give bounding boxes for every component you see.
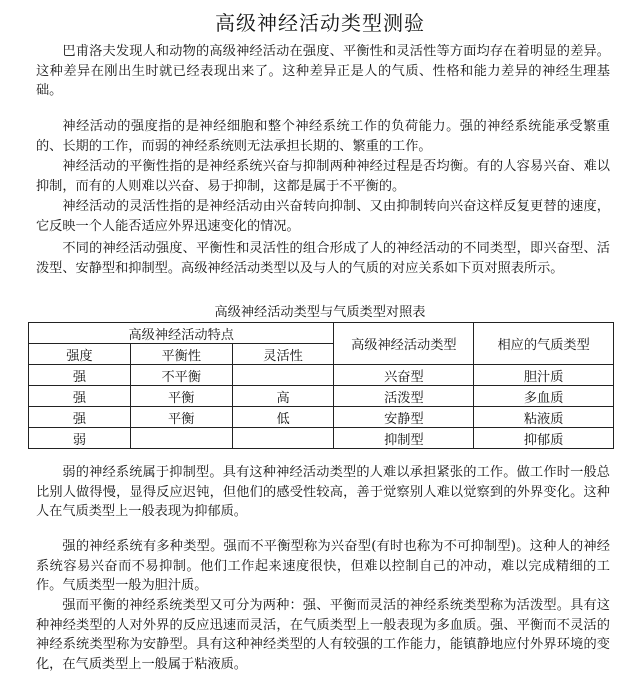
strength-header-cell: 强度 [29, 344, 131, 365]
nervous-type-table [28, 322, 614, 449]
type-cell: 活泼型 [334, 386, 474, 407]
strength-cell: 强 [29, 407, 131, 428]
table-row [29, 365, 614, 386]
type-header-cell: 高级神经活动类型 [334, 323, 474, 365]
flexibility-cell [232, 428, 334, 449]
flexibility-header-cell: 灵活性 [232, 344, 334, 365]
balance-cell: 不平衡 [130, 365, 232, 386]
strength-cell: 强 [29, 365, 131, 386]
temperament-cell: 多血质 [474, 386, 614, 407]
balance-header-cell: 平衡性 [130, 344, 232, 365]
intro-paragraph-1: 巴甫洛夫发现人和动物的高级神经活动在强度、平衡性和灵活性等方面均存在着明显的差异。这种差异在刚出生时就已经表现出来了。这种差异正是人的气质、性格和能力差异的神经生理基础。 [36, 44, 610, 98]
balance-cell [130, 428, 232, 449]
temperament-cell: 粘液质 [474, 407, 614, 428]
strength-cell: 弱 [29, 428, 131, 449]
flexibility-cell [232, 365, 334, 386]
balance-cell: 平衡 [130, 386, 232, 407]
table-row [29, 428, 614, 449]
balance-cell: 平衡 [130, 407, 232, 428]
page-title: 高级神经活动类型测验 [215, 11, 425, 35]
body-paragraph-2: 强的神经系统有多种类型。强而不平衡型称为兴奋型(有时也称为不可抑制型)。这种人的神经系统容易兴奋而不易抑制。他们工作起来速度很快，但难以控制自己的冲动，难以完成精细的工作。气质类型一般为胆汁质。 [36, 539, 610, 593]
flexibility-cell: 低 [232, 407, 334, 428]
type-cell: 安静型 [334, 407, 474, 428]
intro-paragraph-4: 神经活动的灵活性指的是神经活动由兴奋转向抑制、又由抑制转向兴奋这样反复更替的速度，它反映一个人能否适应外界迅速变化的情况。 [36, 199, 610, 234]
strength-cell: 强 [29, 386, 131, 407]
type-cell: 兴奋型 [334, 365, 474, 386]
table-caption: 高级神经活动类型与气质类型对照表 [214, 305, 426, 320]
temperament-cell: 胆汁质 [474, 365, 614, 386]
intro-paragraph-2: 神经活动的强度指的是神经细胞和整个神经系统工作的负荷能力。强的神经系统能承受繁重的、长期的工作，而弱的神经系统则无法承担长期的、繁重的工作。 [36, 119, 610, 154]
body-paragraph-1: 弱的神经系统属于抑制型。具有这种神经活动类型的人难以承担紧张的工作。做工作时一般总比别人做得慢，显得反应迟钝，但他们的感受性较高，善于觉察别人难以觉察到的外界变化。这种人在气质类型上一般表现为抑郁质。 [36, 465, 610, 519]
temperament-header-cell: 相应的气质类型 [474, 323, 614, 365]
flexibility-cell: 高 [232, 386, 334, 407]
intro-paragraph-5: 不同的神经活动强度、平衡性和灵活性的组合形成了人的神经活动的不同类型，即兴奋型、活泼型、安静型和抑制型。高级神经活动类型以及与人的气质的对应关系如下页对照表所示。 [36, 241, 610, 276]
table-row [29, 407, 614, 428]
intro-paragraph-3: 神经活动的平衡性指的是神经系统兴奋与抑制两种神经过程是否均衡。有的人容易兴奋、难以抑制，而有的人则难以兴奋、易于抑制，这都是属于不平衡的。 [36, 159, 610, 194]
table-row [29, 386, 614, 407]
temperament-cell: 抑郁质 [474, 428, 614, 449]
group-header-cell: 高级神经活动特点 [29, 323, 334, 344]
type-cell: 抑制型 [334, 428, 474, 449]
body-paragraph-3: 强而平衡的神经系统类型又可分为两种：强、平衡而灵活的神经系统类型称为活泼型。具有这种神经类型的人对外界的反应迅速而灵活，在气质类型上一般表现为多血质。强、平衡而不灵活的神经系统类型称为安静型。具有这种神经类型的人有较强的工作能力，能镇静地应付外界环境的变化，在气质类型上一般属于粘液质。 [36, 598, 610, 672]
table-header-row [29, 323, 614, 344]
